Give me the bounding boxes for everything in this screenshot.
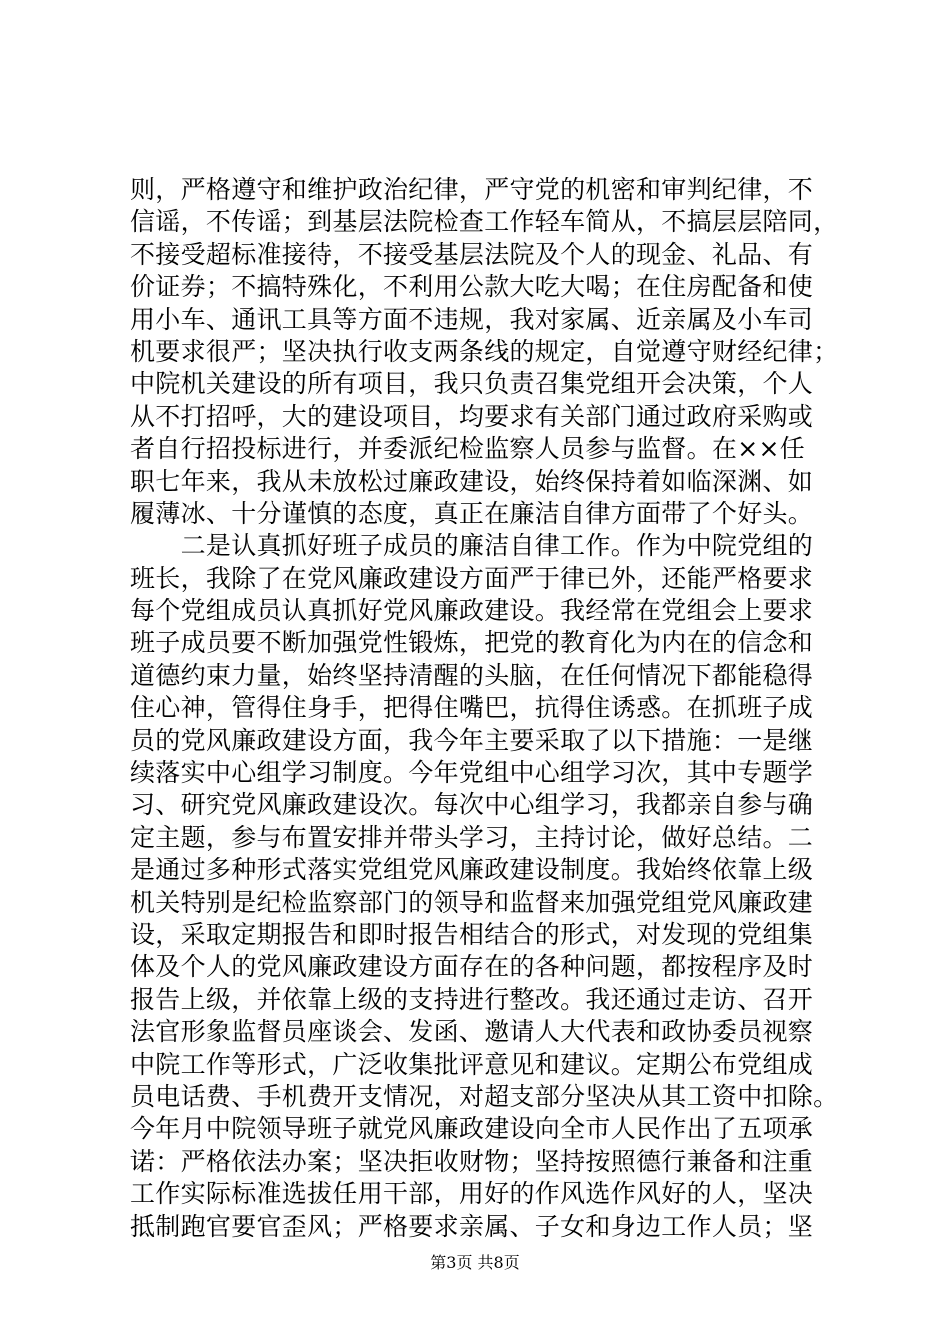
text-line: 抵制跑官要官歪风；严格要求亲属、子女和身边工作人员；坚 bbox=[130, 1211, 814, 1241]
text-line: 续落实中心组学习制度。今年党组中心组学习次，其中专题学 bbox=[130, 758, 814, 788]
text-line: 诺：严格依法办案；坚决拒收财物；坚持按照德行兼备和注重 bbox=[130, 1146, 814, 1176]
text-line: 设，采取定期报告和即时报告相结合的形式，对发现的党组集 bbox=[130, 919, 814, 949]
text-line: 则，严格遵守和维护政治纪律，严守党的机密和审判纪律，不 bbox=[130, 175, 814, 204]
text-line: 中院工作等形式，广泛收集批评意见和建议。定期公布党组成 bbox=[130, 1049, 814, 1079]
text-line: 道德约束力量，始终坚持清醒的头脑，在任何情况下都能稳得 bbox=[130, 660, 814, 690]
text-line: 住心神，管得住身手，把得住嘴巴，抗得住诱惑。在抓班子成 bbox=[130, 693, 814, 723]
text-line: 是通过多种形式落实党组党风廉政建设制度。我始终依靠上级 bbox=[130, 855, 814, 885]
paragraph-start-line: 二是认真抓好班子成员的廉洁自律工作。作为中院党组的 bbox=[130, 531, 814, 561]
text-line: 履薄冰、十分谨慎的态度，真正在廉洁自律方面带了个好头。 bbox=[130, 498, 814, 528]
text-line: 工作实际标准选拔任用干部，用好的作风选作风好的人，坚决 bbox=[130, 1179, 814, 1209]
text-line: 不接受超标准接待，不接受基层法院及个人的现金、礼品、有 bbox=[130, 239, 814, 269]
text-line: 信谣，不传谣；到基层法院检查工作轻车简从，不搞层层陪同， bbox=[130, 207, 839, 237]
text-line: 从不打招呼，大的建设项目，均要求有关部门通过政府采购或 bbox=[130, 401, 814, 431]
text-line: 员电话费、手机费开支情况，对超支部分坚决从其工资中扣除。 bbox=[130, 1081, 839, 1111]
text-line: 习、研究党风廉政建设次。每次中心组学习，我都亲自参与确 bbox=[130, 790, 814, 820]
text-line: 法官形象监督员座谈会、发函、邀请人大代表和政协委员视察 bbox=[130, 1017, 814, 1047]
page-number-footer: 第3页 共8页 bbox=[430, 1253, 520, 1272]
text-line: 职七年来，我从未放松过廉政建设，始终保持着如临深渊、如 bbox=[130, 466, 814, 496]
text-line: 者自行招投标进行，并委派纪检监察人员参与监督。在××任 bbox=[130, 434, 805, 464]
text-line: 每个党组成员认真抓好党风廉政建设。我经常在党组会上要求 bbox=[130, 596, 814, 626]
text-line: 班长，我除了在党风廉政建设方面严于律已外，还能严格要求 bbox=[130, 563, 814, 593]
text-line: 体及个人的党风廉政建设方面存在的各种问题，都按程序及时 bbox=[130, 952, 814, 982]
text-line: 班子成员要不断加强党性锻炼，把党的教育化为内在的信念和 bbox=[130, 628, 814, 658]
text-line: 机关特别是纪检监察部门的领导和监督来加强党组党风廉政建 bbox=[130, 887, 814, 917]
text-line: 中院机关建设的所有项目，我只负责召集党组开会决策，个人 bbox=[130, 369, 814, 399]
text-line: 报告上级，并依靠上级的支持进行整改。我还通过走访、召开 bbox=[130, 984, 814, 1014]
text-line: 今年月中院领导班子就党风廉政建设向全市人民作出了五项承 bbox=[130, 1114, 814, 1144]
text-line: 定主题，参与布置安排并带头学习，主持讨论，做好总结。二 bbox=[130, 822, 814, 852]
document-body bbox=[130, 174, 850, 1243]
text-line: 用小车、通讯工具等方面不违规，我对家属、近亲属及小车司 bbox=[130, 304, 814, 334]
text-line: 价证券；不搞特殊化，不利用公款大吃大喝；在住房配备和使 bbox=[130, 272, 814, 302]
text-line: 机要求很严；坚决执行收支两条线的规定，自觉遵守财经纪律； bbox=[130, 336, 839, 366]
text-line: 员的党风廉政建设方面，我今年主要采取了以下措施：一是继 bbox=[130, 725, 814, 755]
